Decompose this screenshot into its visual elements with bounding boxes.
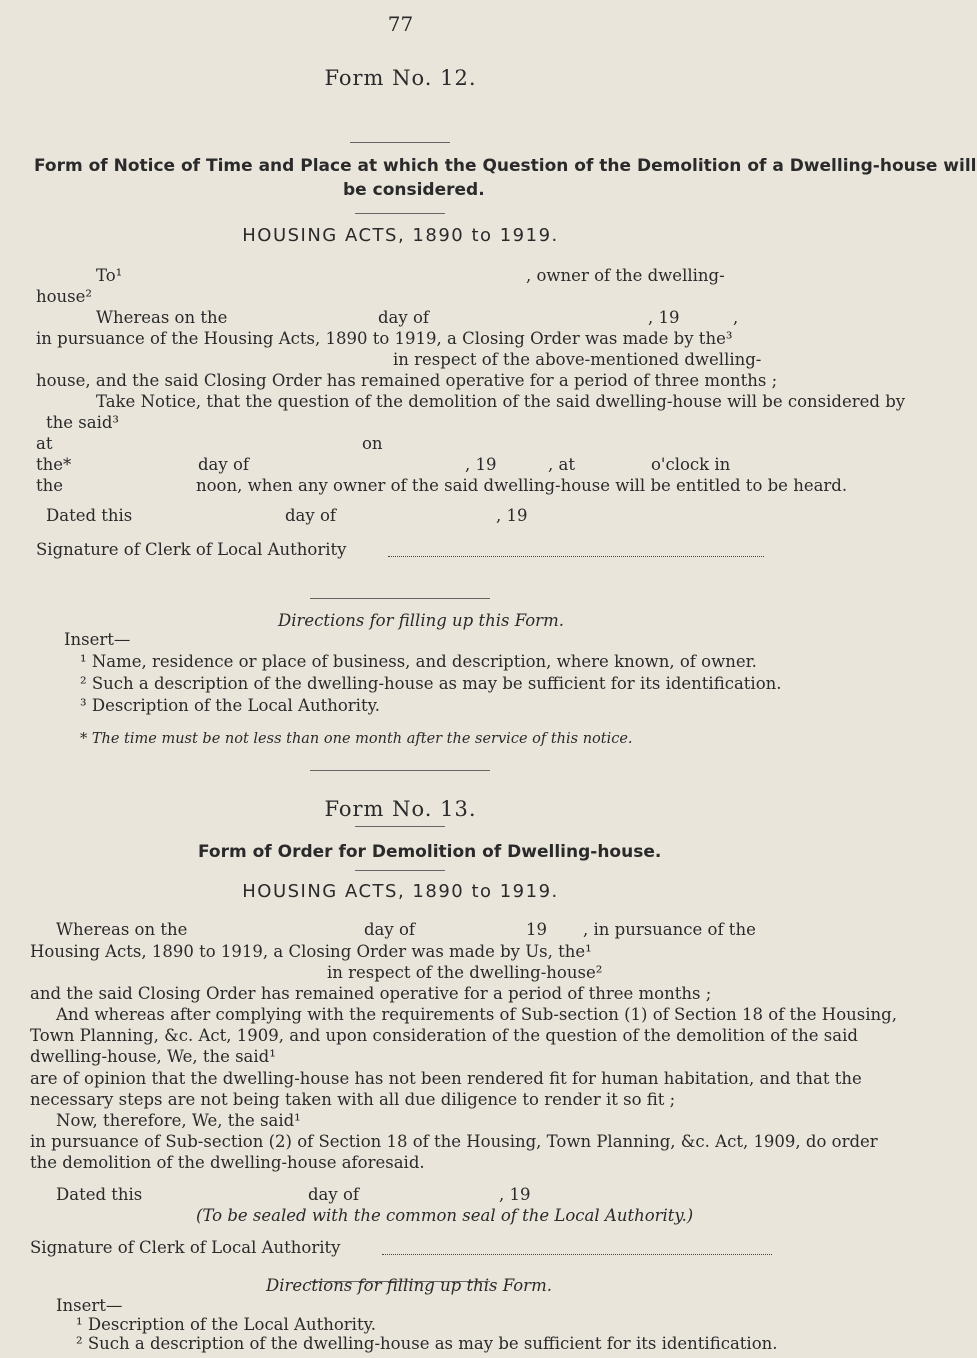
note-1: ¹ Name, residence or place of business, and description, where known, of owner. — [80, 652, 757, 671]
opinion-text: are of opinion that the dwelling-house has not been rendered fit for human habitation, and that the — [30, 1069, 862, 1088]
directions-heading: Directions for filling up this Form. — [278, 611, 564, 630]
dated-day-of: day of — [308, 1185, 360, 1204]
noon-text: noon, when any owner of the said dwelling-house will be entitled to be heard. — [196, 476, 848, 495]
divider — [355, 213, 445, 214]
form-12-title-line1: Form of Notice of Time and Place at which the Question of the Demolition of a Dwelling-house will — [34, 156, 977, 176]
the-star-text: the* — [36, 455, 72, 474]
house-line-text: house, and the said Closing Order has remained operative for a period of three months ; — [36, 371, 778, 390]
signature-line — [382, 1253, 772, 1255]
at-time-text: , at — [548, 455, 575, 474]
closing-text: and the said Closing Order has remained operative for a period of three months ; — [30, 984, 712, 1003]
respect-text: in respect of the above-mentioned dwelling- — [393, 350, 762, 369]
page-number: 77 — [387, 12, 414, 36]
form-13-act-heading: HOUSING ACTS, 1890 to 1919. — [242, 881, 559, 902]
pursuance-text: in pursuance of the Housing Acts, 1890 to 1919, a Closing Order was made by the³ — [36, 329, 733, 348]
divider — [310, 770, 490, 771]
day-of-text: day of — [198, 455, 250, 474]
note-4: * The time must be not less than one month after the service of this notice. — [80, 731, 633, 747]
signature-label: Signature of Clerk of Local Authority — [30, 1238, 341, 1257]
and-whereas-text: And whereas after complying with the requirements of Sub-section (1) of Section 18 of the Housing, — [56, 1005, 897, 1024]
dated-text: Dated this — [56, 1185, 143, 1204]
form-13-title: Form of Order for Demolition of Dwelling-house. — [198, 842, 662, 862]
form-13-label: Form No. 13. — [324, 797, 477, 821]
note-1: ¹ Description of the Local Authority. — [76, 1315, 376, 1334]
necessary-text: necessary steps are not being taken with all due diligence to render it so fit ; — [30, 1090, 676, 1109]
in-pursuance-text: in pursuance of Sub-section (2) of Section 18 of the Housing, Town Planning, &c. Act, 1909, do order — [30, 1132, 878, 1151]
dated-day-of: day of — [285, 506, 337, 525]
respect-text: in respect of the dwelling-house² — [327, 963, 603, 982]
directions-heading: Directions for filling up this Form. — [266, 1276, 552, 1295]
insert-label: Insert— — [64, 630, 131, 649]
on-text: on — [362, 434, 383, 453]
divider — [355, 826, 445, 827]
note-3: ³ Description of the Local Authority. — [80, 696, 380, 715]
comma-text: , — [733, 308, 739, 327]
divider — [310, 598, 490, 599]
housing-line-text: Housing Acts, 1890 to 1919, a Closing Order was made by Us, the¹ — [30, 942, 592, 961]
divider — [350, 142, 450, 143]
signature-label: Signature of Clerk of Local Authority — [36, 540, 347, 559]
form-12-title-line2: be considered. — [343, 180, 485, 200]
take-notice-text: Take Notice, that the question of the demolition of the said dwelling-house will be considered by — [96, 392, 906, 411]
signature-line — [388, 555, 764, 557]
to-label: To¹ — [96, 266, 123, 285]
day-of-text: day of — [364, 920, 416, 939]
the-text: the — [36, 476, 64, 495]
form-12-act-heading: HOUSING ACTS, 1890 to 1919. — [242, 225, 559, 246]
whereas-text: Whereas on the — [96, 308, 228, 327]
house-text: house² — [36, 287, 93, 306]
divider — [355, 870, 445, 871]
dated-text: Dated this — [46, 506, 133, 525]
demolition-text: the demolition of the dwelling-house aforesaid. — [30, 1153, 425, 1172]
oclock-text: o'clock in — [651, 455, 731, 474]
town-planning-text: Town Planning, &c. Act, 1909, and upon consideration of the question of the demolition of the said — [30, 1026, 858, 1045]
year-text: 19 — [526, 920, 547, 939]
seal-note: (To be sealed with the common seal of the Local Authority.) — [196, 1206, 694, 1225]
note-2: ² Such a description of the dwelling-house as may be sufficient for its identification. — [80, 674, 782, 693]
pursuance-text: , in pursuance of the — [583, 920, 756, 939]
the-said-text: the said³ — [46, 413, 120, 432]
whereas-text: Whereas on the — [56, 920, 188, 939]
dated-year: , 19 — [499, 1185, 531, 1204]
dwelling-text: dwelling-house, We, the said¹ — [30, 1047, 276, 1066]
insert-label: Insert— — [56, 1296, 123, 1315]
owner-text: , owner of the dwelling- — [526, 266, 725, 285]
day-of-text: day of — [378, 308, 430, 327]
note-2: ² Such a description of the dwelling-house as may be sufficient for its identification. — [76, 1334, 778, 1353]
year-text: , 19 — [465, 455, 497, 474]
form-12-label: Form No. 12. — [324, 66, 477, 90]
year-text: , 19 — [648, 308, 680, 327]
at-text: at — [36, 434, 53, 453]
now-therefore-text: Now, therefore, We, the said¹ — [56, 1111, 301, 1130]
dated-year: , 19 — [496, 506, 528, 525]
